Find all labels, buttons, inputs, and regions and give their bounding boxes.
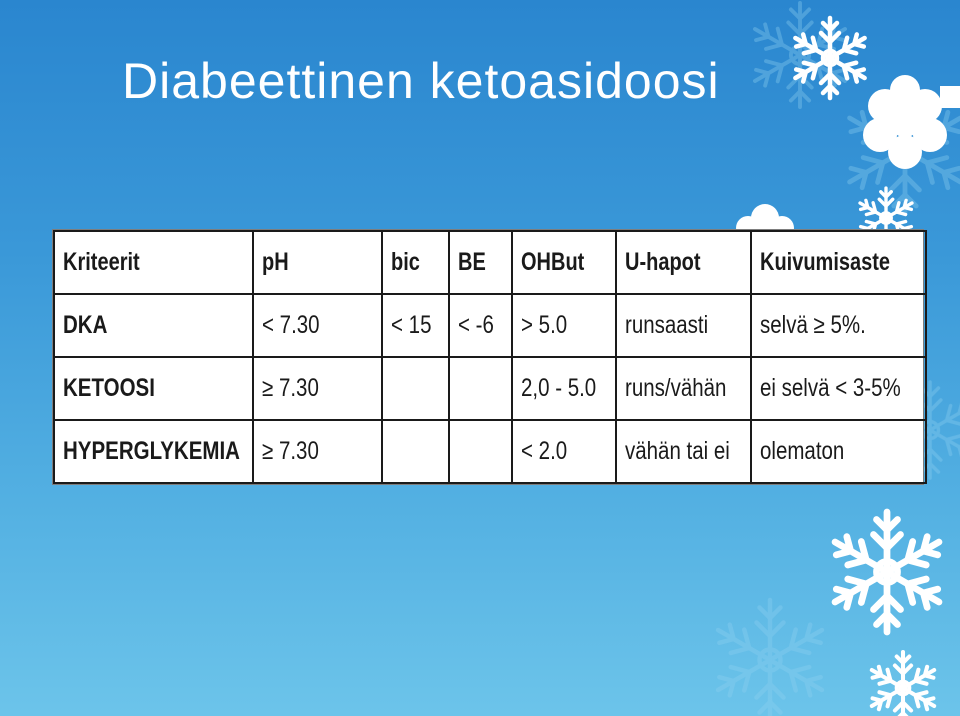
table-header-row [54,231,926,294]
header-cell: Kuivumisaste [751,231,926,294]
table-cell: runsaasti [616,294,751,357]
row-label: KETOOSI [54,357,253,420]
table-cell: > 5.0 [512,294,616,357]
table-cell: < 15 [382,294,449,357]
table-cell: < 7.30 [253,294,382,357]
snowflake-icon [868,652,938,716]
table-row [54,294,926,357]
table-row [54,357,926,420]
header-cell: OHBut [512,231,616,294]
snowflake-icon [863,75,947,169]
table-row [54,420,926,483]
table-cell: vähän tai ei [616,420,751,483]
table-cell [449,357,512,420]
table-cell [382,357,449,420]
page-title: Diabeettinen ketoasidoosi [122,53,720,109]
table-cell [382,420,449,483]
table-cell: ≥ 7.30 [253,420,382,483]
table-cell [449,420,512,483]
header-cell: Kriteerit [54,231,253,294]
table-cell: ≥ 7.30 [253,357,382,420]
table-cell: < -6 [449,294,512,357]
row-label: DKA [54,294,253,357]
header-cell: pH [253,231,382,294]
table-cell: selvä ≥ 5%. [751,294,926,357]
criteria-table [52,229,924,485]
table-cell: < 2.0 [512,420,616,483]
header-cell: bic [382,231,449,294]
table-cell: 2,0 - 5.0 [512,357,616,420]
header-cell: U-hapot [616,231,751,294]
row-label: HYPERGLYKEMIA [54,420,253,483]
table-cell: olematon [751,420,926,483]
snowflake-icon [828,512,945,632]
header-cell: BE [449,231,512,294]
table-cell: ei selvä < 3-5% [751,357,926,420]
table-cell: runs/vähän [616,357,751,420]
